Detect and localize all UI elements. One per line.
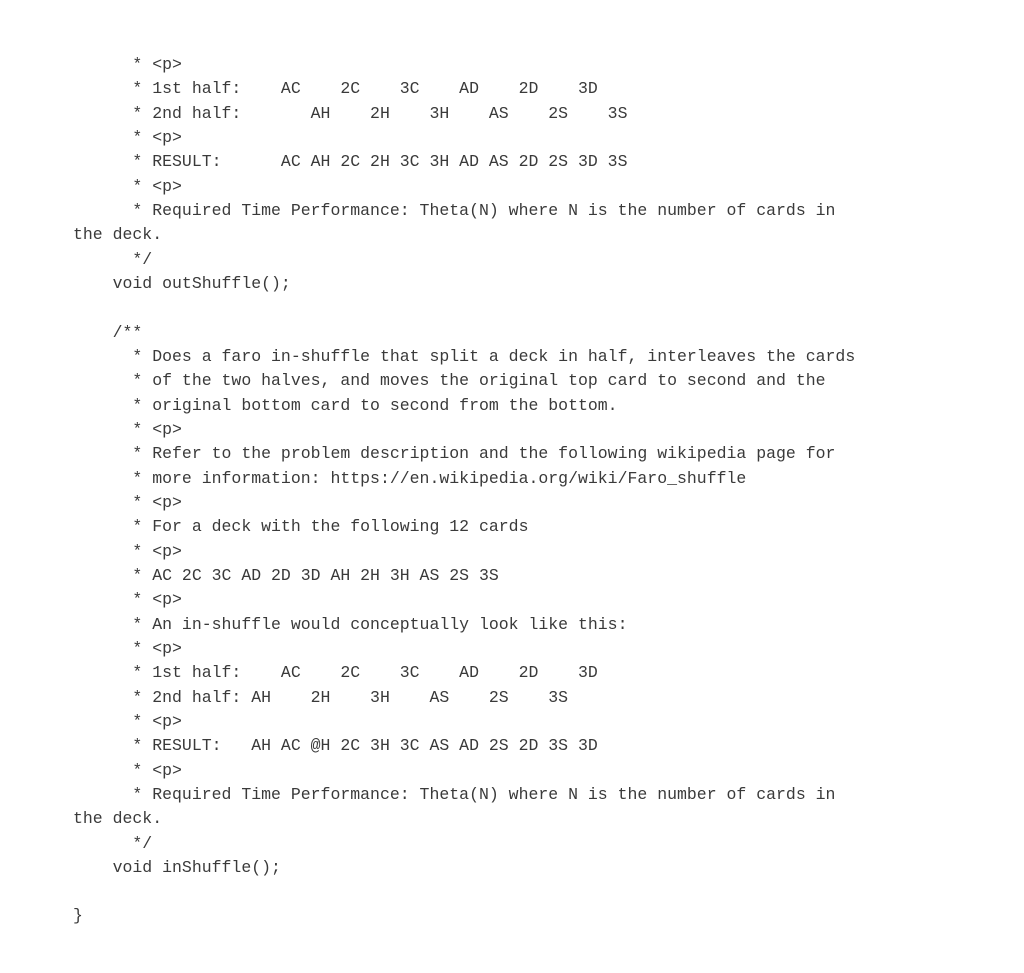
code-line: the deck. <box>73 225 163 244</box>
code-line: } <box>73 906 83 925</box>
code-line: * <p> <box>73 128 182 147</box>
code-line: * 2nd half: AH 2H 3H AS 2S 3S <box>73 104 628 123</box>
code-line: * For a deck with the following 12 cards <box>73 517 529 536</box>
code-line: * more information: https://en.wikipedia.org/wiki/Faro_shuffle <box>73 469 747 488</box>
code-line: * 2nd half: AH 2H 3H AS 2S 3S <box>73 688 569 707</box>
code-line: * An in-shuffle would conceptually look like this: <box>73 615 628 634</box>
code-line: void inShuffle(); <box>73 858 281 877</box>
code-line: * Required Time Performance: Theta(N) where N is the number of cards in <box>73 201 836 220</box>
code-line: * Required Time Performance: Theta(N) where N is the number of cards in <box>73 785 836 804</box>
code-line: * <p> <box>73 761 182 780</box>
code-line: * <p> <box>73 55 182 74</box>
code-line: * <p> <box>73 542 182 561</box>
code-line: */ <box>73 834 153 853</box>
code-line: * 1st half: AC 2C 3C AD 2D 3D <box>73 79 598 98</box>
code-line: void outShuffle(); <box>73 274 291 293</box>
code-line: * <p> <box>73 712 182 731</box>
code-line: * AC 2C 3C AD 2D 3D AH 2H 3H AS 2S 3S <box>73 566 499 585</box>
code-line: * Refer to the problem description and the following wikipedia page for <box>73 444 836 463</box>
code-line: /** <box>73 323 143 342</box>
code-line: * <p> <box>73 639 182 658</box>
code-line: * RESULT: AC AH 2C 2H 3C 3H AD AS 2D 2S 3D 3S <box>73 152 628 171</box>
code-line: * original bottom card to second from the bottom. <box>73 396 618 415</box>
code-line: */ <box>73 250 153 269</box>
code-line: * <p> <box>73 177 182 196</box>
code-line: * RESULT: AH AC @H 2C 3H 3C AS AD 2S 2D 3S 3D <box>73 736 598 755</box>
code-line: * Does a faro in-shuffle that split a deck in half, interleaves the cards <box>73 347 856 366</box>
code-line: the deck. <box>73 809 163 828</box>
code-line: * <p> <box>73 493 182 512</box>
code-line: * 1st half: AC 2C 3C AD 2D 3D <box>73 663 598 682</box>
code-line: * <p> <box>73 590 182 609</box>
code-line: * <p> <box>73 420 182 439</box>
code-line: * of the two halves, and moves the original top card to second and the <box>73 371 826 390</box>
